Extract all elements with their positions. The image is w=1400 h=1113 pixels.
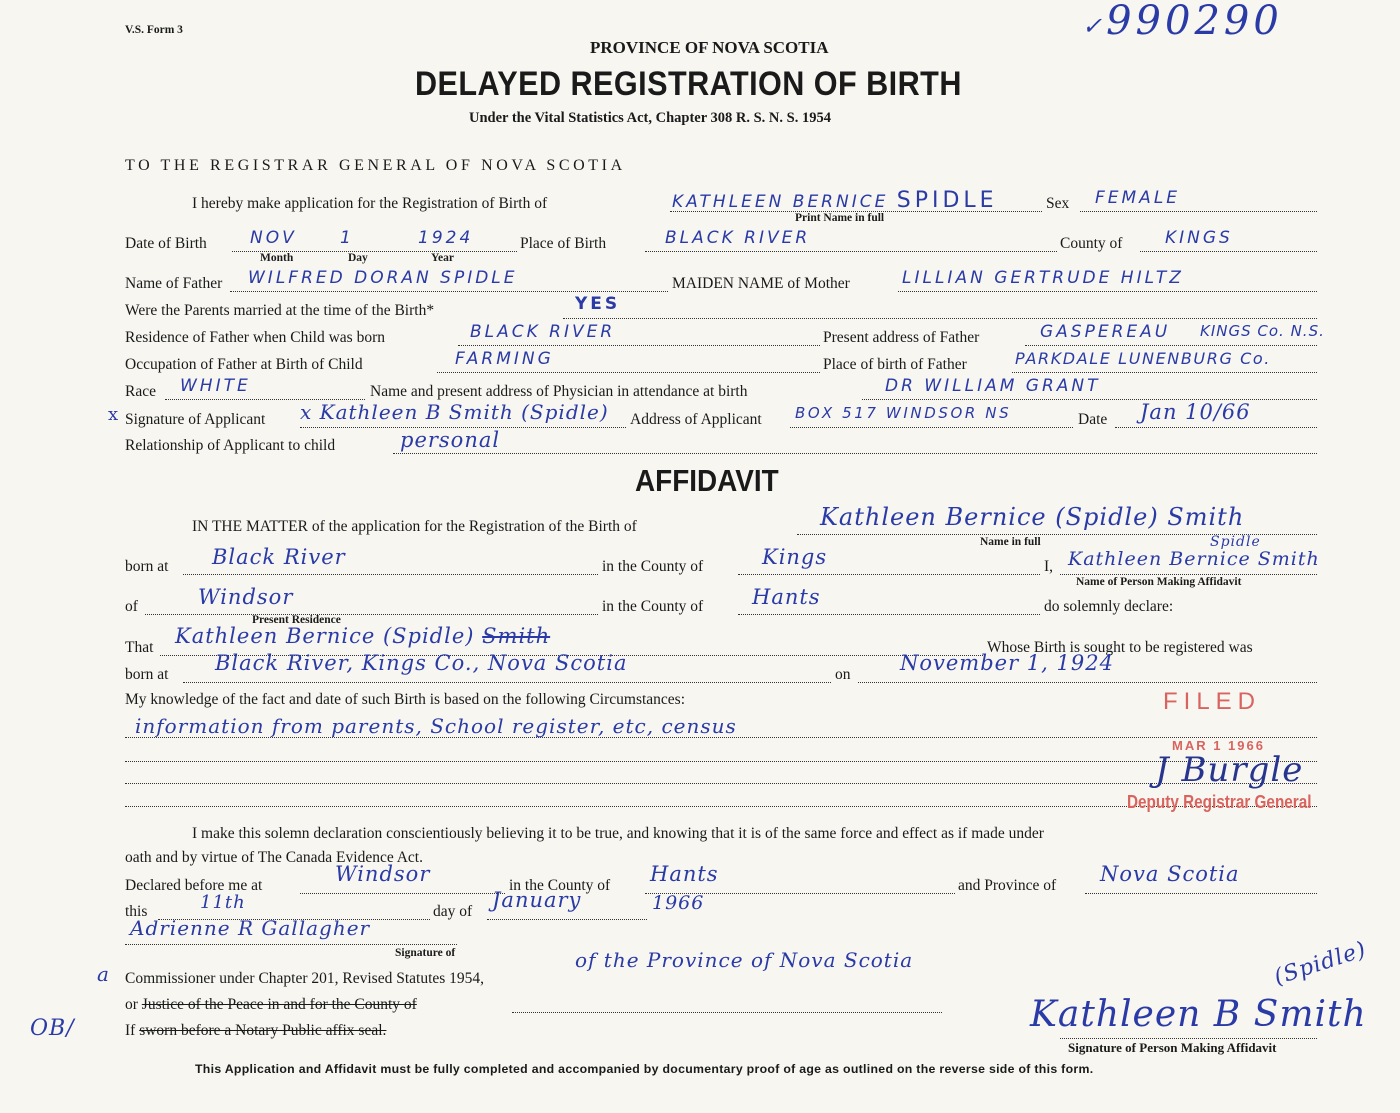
- dob-label: Date of Birth: [125, 235, 207, 252]
- child-name: KATHLEEN BERNICE SPIDLE: [672, 188, 998, 213]
- father-addr-label: Present address of Father: [823, 329, 980, 346]
- intro-label: I hereby make application for the Registration of Birth of: [192, 195, 548, 212]
- relationship-value: personal: [400, 428, 501, 452]
- father-res-value: BLACK RIVER: [470, 322, 616, 342]
- applicant-signature: x Kathleen B Smith (Spidle): [300, 400, 609, 424]
- county-value-3: Hants: [752, 585, 821, 609]
- matter-label: IN THE MATTER of the application for the Registration of the Birth of: [192, 518, 637, 535]
- file-number: ✓990290: [1082, 0, 1283, 44]
- affiant-signature-paren: (Spidle): [1271, 937, 1370, 991]
- born-at-label-2: born at: [125, 666, 169, 683]
- justice-line: or Justice of the Peace in and for the County of: [125, 996, 417, 1013]
- province-label: and Province of: [958, 877, 1057, 894]
- signature-caption: Signature of: [395, 947, 456, 959]
- that-label: That: [125, 639, 154, 656]
- print-name-caption: Print Name in full: [795, 212, 885, 224]
- day-number: 11th: [200, 892, 246, 913]
- margin-note: OB/: [30, 1016, 75, 1041]
- commissioner-extra: of the Province of Nova Scotia: [575, 948, 914, 972]
- sig-label: Signature of Applicant: [125, 411, 266, 428]
- father-birth-label: Place of birth of Father: [823, 356, 967, 373]
- father-res-label: Residence of Father when Child was born: [125, 329, 385, 346]
- relationship-label: Relationship of Applicant to child: [125, 437, 336, 454]
- person-name: Kathleen Bernice Smith: [1068, 548, 1320, 570]
- dob-day: 1: [340, 228, 354, 248]
- declared-county-label: in the County of: [509, 877, 611, 894]
- i-label: I,: [1044, 558, 1054, 575]
- father-birth-value: PARKDALE LUNENBURG Co.: [1015, 349, 1271, 368]
- applicant-addr-label: Address of Applicant: [630, 411, 762, 428]
- addressee: TO THE REGISTRAR GENERAL OF NOVA SCOTIA: [125, 157, 626, 174]
- father-label: Name of Father: [125, 275, 223, 292]
- declared-label: Declared before me at: [125, 877, 263, 894]
- physician-label: Name and present address of Physician in attendance at birth: [370, 383, 748, 400]
- mother-value: LILLIAN GERTRUDE HILTZ: [902, 268, 1184, 288]
- day-caption: Day: [348, 252, 368, 264]
- county-value: KINGS: [1165, 228, 1233, 248]
- day-of-label: day of: [433, 903, 473, 920]
- declared-county: Hants: [650, 862, 719, 886]
- footer-note: This Application and Affidavit must be fully completed and accompanied by documentary proof of age as outlined on the reverse side of this form.: [195, 1062, 1094, 1076]
- born-at-label: born at: [125, 558, 169, 575]
- form-title: DELAYED REGISTRATION OF BIRTH: [415, 65, 962, 103]
- born-place: Black River, Kings Co., Nova Scotia: [215, 651, 628, 675]
- occupation-label: Occupation of Father at Birth of Child: [125, 356, 363, 373]
- affiant-caption: Signature of Person Making Affidavit: [1068, 1040, 1277, 1055]
- married-value: YES: [575, 294, 621, 314]
- matter-name: Kathleen Bernice (Spidle) Smith: [820, 503, 1245, 531]
- county-value-2: Kings: [762, 545, 828, 569]
- declared-place: Windsor: [335, 862, 431, 886]
- father-addr-extra: KINGS Co. N.S.: [1200, 322, 1325, 340]
- place-label: Place of Birth: [520, 235, 607, 252]
- mother-label: MAIDEN NAME of Mother: [672, 275, 850, 292]
- father-addr-value: GASPEREAU: [1040, 322, 1171, 342]
- that-name: Kathleen Bernice (Spidle) Smith: [175, 624, 551, 648]
- commissioner-text: Commissioner under Chapter 201, Revised Statutes 1954,: [125, 970, 485, 987]
- notary-line: If sworn before a Notary Public affix seal.: [125, 1022, 387, 1039]
- born-date: November 1, 1924: [900, 651, 1114, 675]
- physician-value: DR WILLIAM GRANT: [885, 376, 1101, 396]
- county-label-2: in the County of: [602, 558, 704, 575]
- race-value: WHITE: [180, 376, 251, 396]
- county-label-3: in the County of: [602, 598, 704, 615]
- form-subtitle: Under the Vital Statistics Act, Chapter 308 R. S. N. S. 1954: [469, 110, 831, 126]
- sex-label: Sex: [1046, 195, 1070, 212]
- born-at-value: Black River: [212, 545, 346, 569]
- year-value: 1966: [652, 892, 705, 914]
- solemn-text: I make this solemn declaration conscientiously believing it to be true, and knowing that it is of the same force and effect as if made under: [192, 825, 1044, 842]
- dob-month: NOV: [250, 228, 297, 248]
- affiant-signature: Kathleen B Smith: [1030, 994, 1367, 1035]
- circumstances-value: information from parents, School register, etc, census: [135, 714, 737, 738]
- month-caption: Month: [260, 252, 294, 264]
- this-label: this: [125, 903, 148, 920]
- oath-text: oath and by virtue of The Canada Evidence Act.: [125, 849, 423, 866]
- residence-caption: Present Residence: [252, 614, 341, 626]
- form-number: V.S. Form 3: [125, 24, 183, 36]
- sex-value: FEMALE: [1095, 188, 1181, 208]
- of-label: of: [125, 598, 138, 615]
- date-label: Date: [1078, 411, 1108, 428]
- mark-a: a: [97, 962, 110, 986]
- residence-value: Windsor: [198, 585, 294, 609]
- applicant-addr-value: BOX 517 WINDSOR NS: [795, 404, 1012, 422]
- name-caption: Name in full: [980, 536, 1041, 548]
- person-caption: Name of Person Making Affidavit: [1076, 576, 1242, 588]
- declare-label: do solemnly declare:: [1044, 598, 1174, 615]
- province-heading: PROVINCE OF NOVA SCOTIA: [590, 38, 829, 57]
- commissioner-signature: Adrienne R Gallagher: [130, 916, 371, 940]
- race-label: Race: [125, 383, 156, 400]
- margin-x-mark: x: [108, 404, 120, 425]
- filed-stamp: FILED: [1163, 688, 1262, 715]
- affidavit-title: AFFIDAVIT: [635, 463, 779, 498]
- on-label: on: [835, 666, 851, 683]
- year-caption: Year: [431, 252, 454, 264]
- dob-year: 1924: [418, 228, 474, 248]
- whose-label: Whose Birth is sought to be registered was: [987, 639, 1253, 656]
- date-value: Jan 10/66: [1140, 400, 1251, 424]
- county-label: County of: [1060, 235, 1123, 252]
- declared-province: Nova Scotia: [1100, 862, 1240, 886]
- knowledge-label: My knowledge of the fact and date of such Birth is based on the following Circumstances:: [125, 691, 686, 708]
- married-label: Were the Parents married at the time of the Birth*: [125, 302, 435, 319]
- filed-date: MAR 1 1966: [1172, 738, 1265, 753]
- registrar-signature: J Burgle: [1155, 750, 1304, 790]
- occupation-value: FARMING: [455, 349, 554, 369]
- registrar-title: Deputy Registrar General: [1127, 792, 1312, 812]
- person-name-small: Spidle: [1210, 534, 1261, 550]
- month-value: January: [492, 888, 582, 912]
- father-value: WILFRED DORAN SPIDLE: [248, 268, 518, 288]
- place-value: BLACK RIVER: [665, 228, 811, 248]
